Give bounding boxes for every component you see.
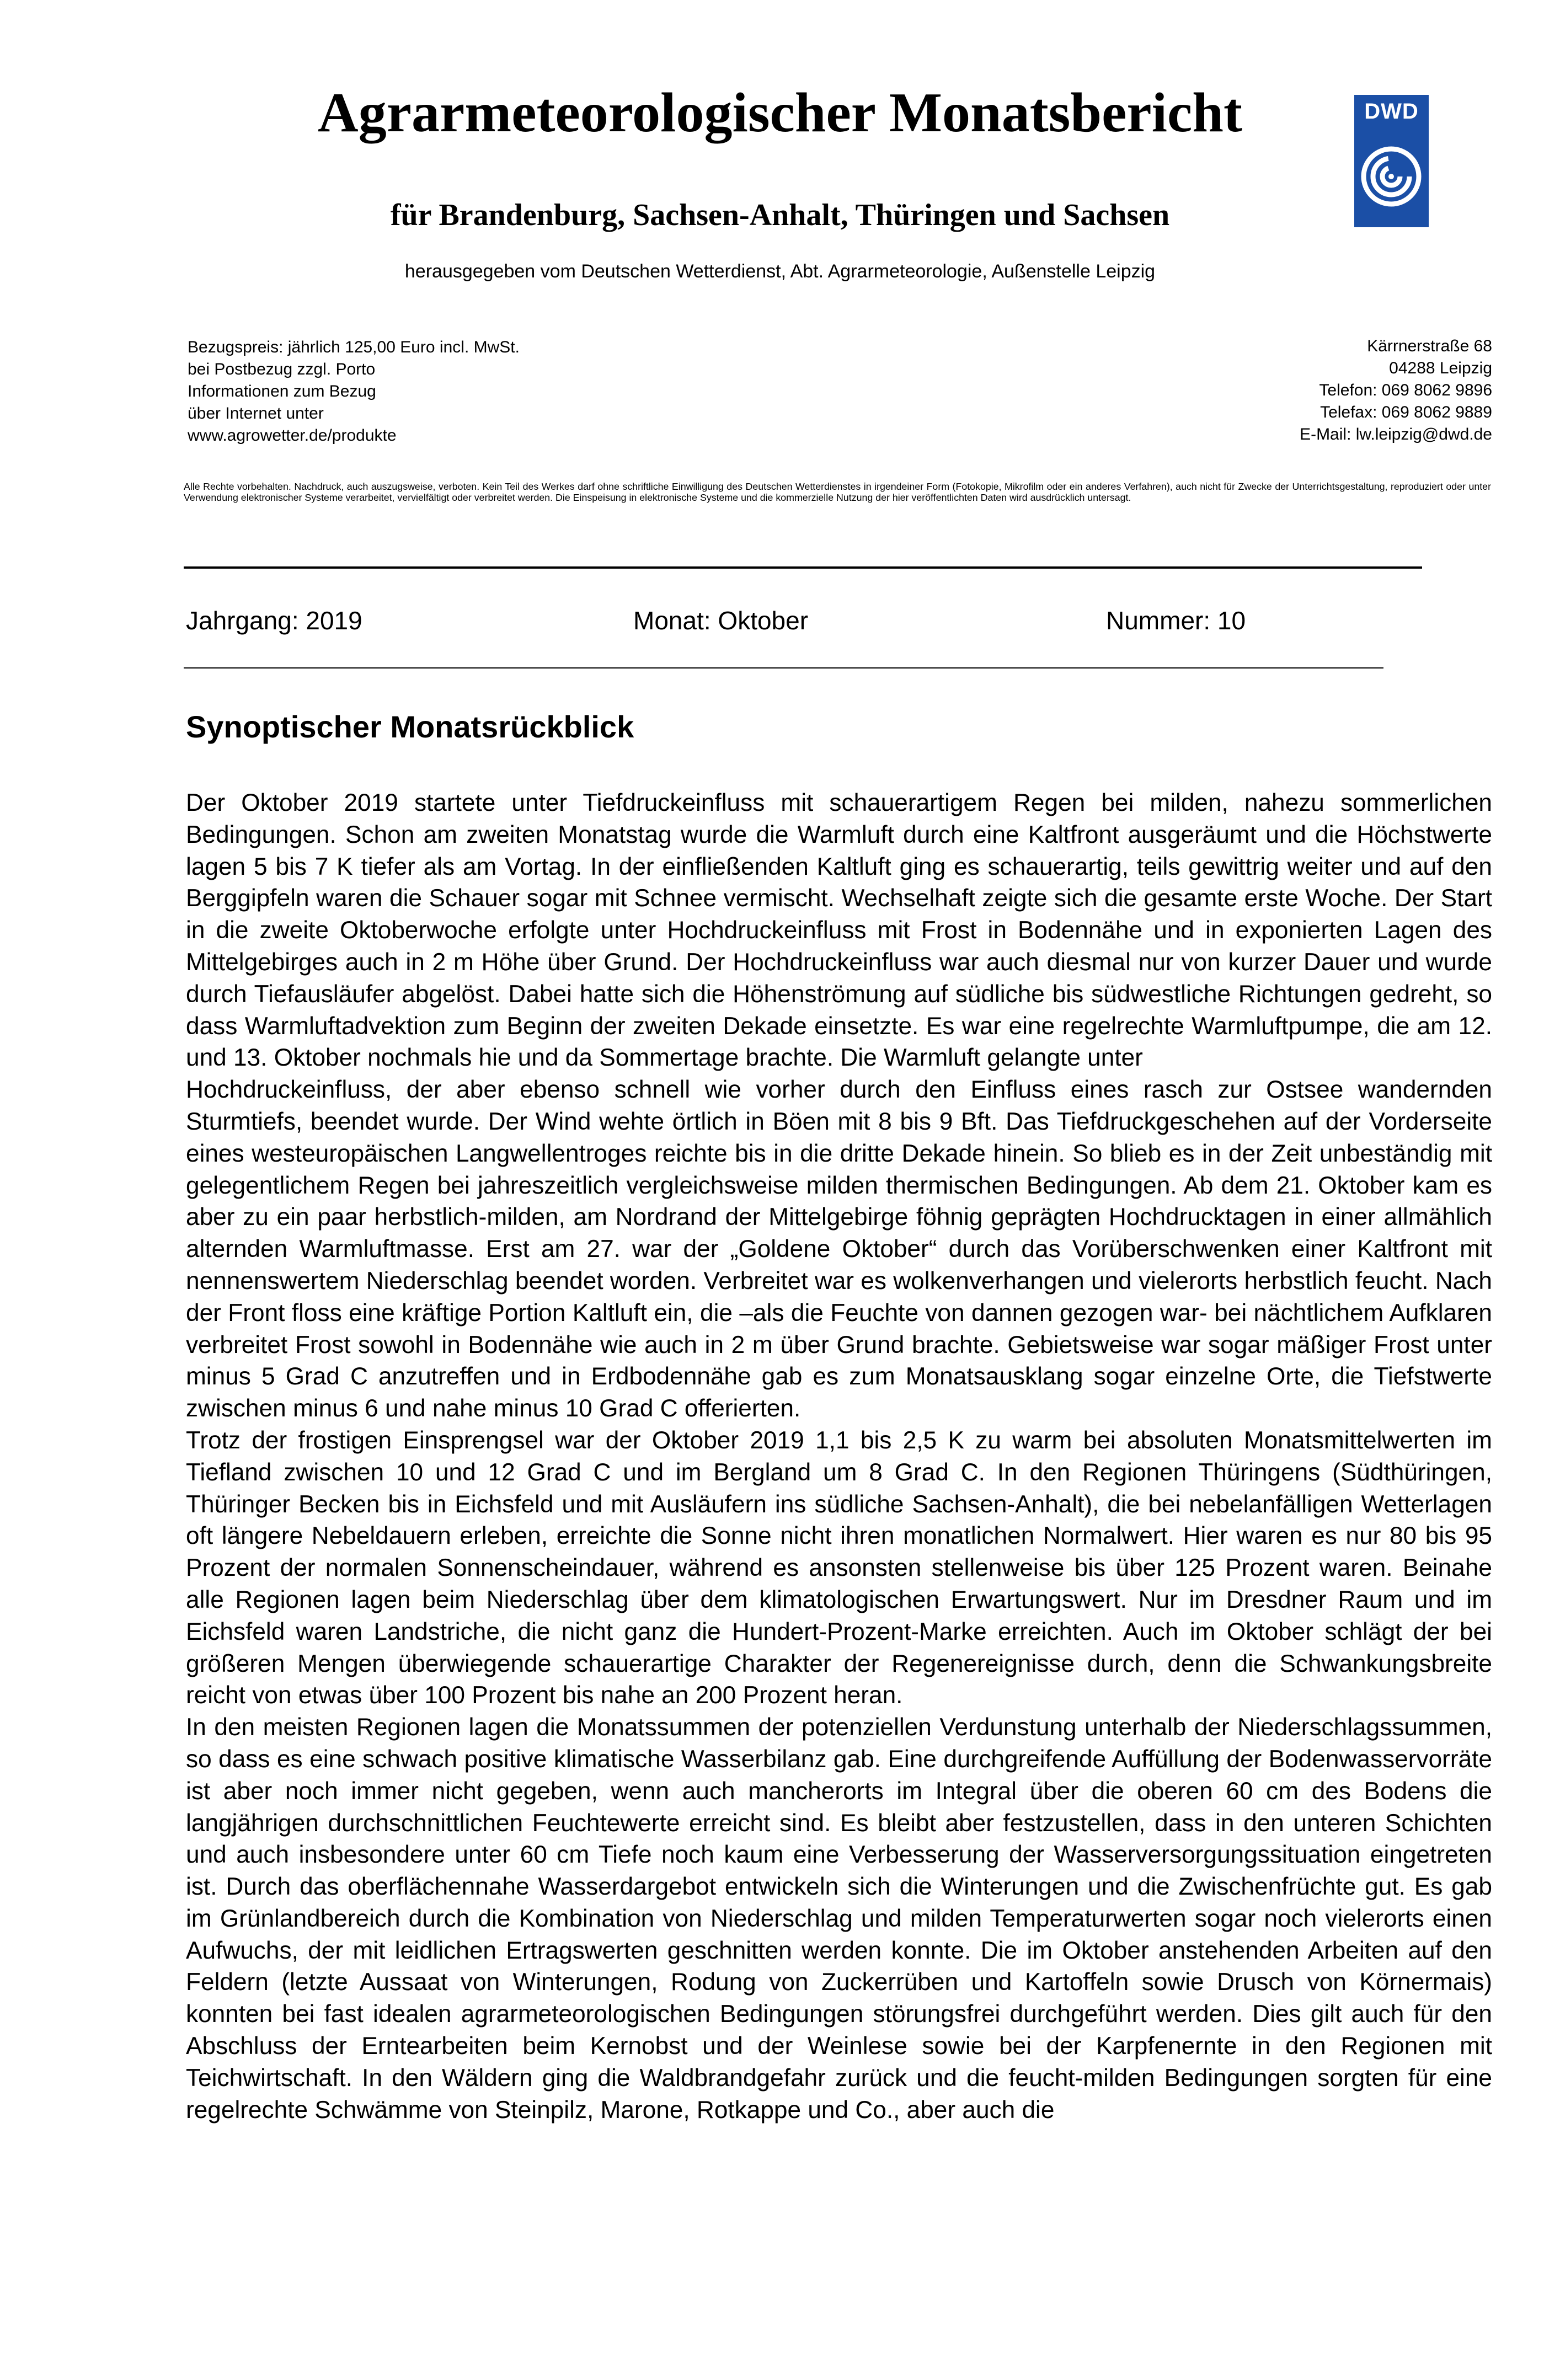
- report-subtitle: für Brandenburg, Sachsen-Anhalt, Thüringen und Sachsen: [390, 198, 1170, 232]
- subscription-line: über Internet unter: [188, 404, 324, 422]
- article-body: [186, 787, 1492, 2126]
- fax-line: Telefax: 069 8062 9889: [1320, 403, 1492, 421]
- paragraph: Der Oktober 2019 startete unter Tiefdruckeinfluss mit schauerartigem Regen bei milden, nahezu sommerlichen Bedingungen. Schon am zweiten Monatstag wurde die Warmluft durch eine Kaltfront ausgeräumt und die Höchstwerte lagen 5 bis 7 K tiefer als am Vortag. In der einfließenden Kaltluft ging es schauerartig, teils gewittrig weiter und auf den Berggipfeln waren die Schauer sogar mit Schnee vermischt. Wechselhaft zeigte sich die gesamte erste Woche. Der Start in die zweite Oktoberwoche erfolgte unter Hochdruckeinfluss mit Frost in Bodennähe und in exponierten Lagen des Mittelgebirges auch in 2 m Höhe über Grund. Der Hochdruckeinfluss war auch diesmal nur von kurzer Dauer und wurde durch Tiefausläufer abgelöst. Dabei hatte sich die Höhenströmung auf südliche bis südwestliche Richtungen gedreht, so dass Warmluftadvektion zum Beginn der zweiten Dekade einsetzte. Es war eine regelrechte Warmluftpumpe, die am 12. und 13. Oktober nochmals hie und da Sommertage brachte. Die Warmluft gelangte unter: [186, 789, 1492, 1072]
- paragraph: In den meisten Regionen lagen die Monatssummen der potenziellen Verdunstung unterhalb der Niederschlagssummen, so dass es eine schwach positive klimatische Wasserbilanz gab. Eine durchgreifende Auffüllung der Bodenwasservorräte ist aber noch immer nicht gegeben, wenn auch mancherorts im Integral über die oberen 60 cm des Bodens die langjährigen durchschnittlichen Feuchtewerte erreicht sind. Es bleibt aber festzustellen, dass in den unteren Schichten und auch insbesondere unter 60 cm Tiefe noch kaum eine Verbesserung der Wasserversorgungssituation eingetreten ist. Durch das oberflächennahe Wasserdargebot entwickeln sich die Winterungen und die Zwischenfrüchte gut. Es gab im Grünlandbereich durch die Kombination von Niederschlag und milden Temperaturwerten sogar noch vielerorts einen Aufwuchs, der mit leidlichen Ertragswerten geschnitten werden konnte. Die im Oktober anstehenden Arbeiten auf den Feldern (letzte Aussaat von Winterungen, Rodung von Zuckerrüben und Kartoffeln sowie Drusch von Körnermais) konnten bei fast idealen agrarmeteorologischen Bedingungen störungsfrei durchgeführt werden. Dies gilt auch für den Abschluss der Erntearbeiten beim Kernobst und der Weinlese sowie bei der Karpfenernte in den Regionen mit Teichwirtschaft. In den Wäldern ging die Waldbrandgefahr zurück und die feucht-milden Bedingungen sorgten für eine regelrechte Schwämme von Steinpilz, Marone, Rotkappe und Co., aber auch die: [186, 1714, 1492, 2124]
- copyright-notice: Alle Rechte vorbehalten. Nachdruck, auch auszugsweise, verboten. Kein Teil des Werkes darf ohne schriftliche Einwilligung des Deutschen Wetterdienstes in irgendeiner Form (Fotokopie, Mikrofilm oder ein anderes Verfahren), auch nicht für Zwecke der Unterrichtsgestaltung, reproduziert oder unter Verwendung elektronischer Systeme verarbeitet, vervielfältigt oder verbreitet werden. Die Einspeisung in elektronische Systeme und die kommerzielle Nutzung der hier veröffentlichten Daten wird ausdrücklich untersagt.: [184, 481, 1491, 503]
- paragraph: Trotz der frostigen Einsprengsel war der Oktober 2019 1,1 bis 2,5 K zu warm bei absoluten Monatsmittelwerten im Tiefland zwischen 10 und 12 Grad C und im Bergland um 8 Grad C. In den Regionen Thüringens (Südthüringen, Thüringer Becken bis in Eichsfeld und mit Ausläufern ins südliche Sachsen-Anhalt), die bei nebelanfälligen Wetterlagen oft längere Nebeldauern erleben, erreichte die Sonne nicht ihren monatlichen Normalwert. Hier waren es nur 80 bis 95 Prozent der normalen Sonnenscheindauer, während es ansonsten stellenweise bis über 125 Prozent waren. Beinahe alle Regionen lagen beim Niederschlag über dem klimatologischen Erwartungswert. Nur im Dresdner Raum und im Eichsfeld waren Landstriche, die nicht ganz die Hundert-Prozent-Marke erreichten. Auch im Oktober schlägt der bei größeren Mengen überwiegende schauerartige Charakter der Regenereignisse durch, denn die Schwankungsbreite reicht von etwas über 100 Prozent bis nahe an 200 Prozent heran.: [186, 1426, 1492, 1709]
- subscription-url: www.agrowetter.de/produkte: [188, 426, 397, 445]
- paragraph: Hochdruckeinfluss, der aber ebenso schnell wie vorher durch den Einfluss eines rasch zur Ostsee wandernden Sturmtiefs, beendet wurde. Der Wind wehte örtlich in Böen mit 8 bis 9 Bft. Das Tiefdruckgeschehen auf der Vorderseite eines westeuropäischen Langwellentroges reichte bis in die dritte Dekade hinein. So blieb es in der Zeit unbeständig mit gelegentlichem Regen bei jahreszeitlich vergleichsweise milden thermischen Bedingungen. Ab dem 21. Oktober kam es aber zu ein paar herbstlich-milden, am Nordrand der Mittelgebirge föhnig geprägten Hochdrucktagen in einer allmählich alternden Warmluftmasse. Erst am 27. war der „Goldene Oktober“ durch das Vorüberschwenken einer Kaltfront mit nennenswertem Niederschlag beendet worden. Verbreitet war es wolkenverhangen und vielerorts herbstlich feucht. Nach der Front floss eine kräftige Portion Kaltluft ein, die –als die Feuchte von dannen gezogen war- bei nächtlichem Aufklaren verbreitet Frost sowohl in Bodennähe wie auch in 2 m über Grund brachte. Gebietsweise war sogar mäßiger Frost unter minus 5 Grad C anzutreffen und in Erdbodennähe gab es zum Monatsausklang sogar einzelne Orte, die Tiefstwerte zwischen minus 6 und nahe minus 10 Grad C offerierten.: [186, 1076, 1492, 1422]
- publisher-line: herausgegeben vom Deutschen Wetterdienst, Abt. Agrarmeteorologie, Außenstelle Leipzig: [404, 261, 1156, 282]
- divider: [184, 566, 1422, 569]
- phone-line: Telefon: 069 8062 9896: [1319, 381, 1492, 399]
- subscription-line: Informationen zum Bezug: [188, 382, 376, 400]
- section-heading: Synoptischer Monatsrückblick: [186, 709, 634, 744]
- address-line: 04288 Leipzig: [1389, 359, 1492, 377]
- volume-year: Jahrgang: 2019: [186, 606, 362, 635]
- address-line: Kärrnerstraße 68: [1367, 337, 1492, 355]
- contact-address: [1103, 335, 1492, 446]
- issue-number: Nummer: 10: [1106, 606, 1246, 635]
- subscription-line: bei Postbezug zzgl. Porto: [188, 360, 376, 378]
- dwd-logo-text: DWD: [1364, 99, 1419, 124]
- subscription-line: Bezugspreis: jährlich 125,00 Euro incl. MwSt.: [188, 338, 520, 356]
- subscription-info: [188, 336, 520, 447]
- email-line: E-Mail: lw.leipzig@dwd.de: [1300, 425, 1492, 443]
- issue-month: Monat: Oktober: [633, 606, 809, 635]
- divider: [184, 667, 1383, 668]
- report-title: Agrarmeteorologischer Monatsbericht: [318, 82, 1242, 144]
